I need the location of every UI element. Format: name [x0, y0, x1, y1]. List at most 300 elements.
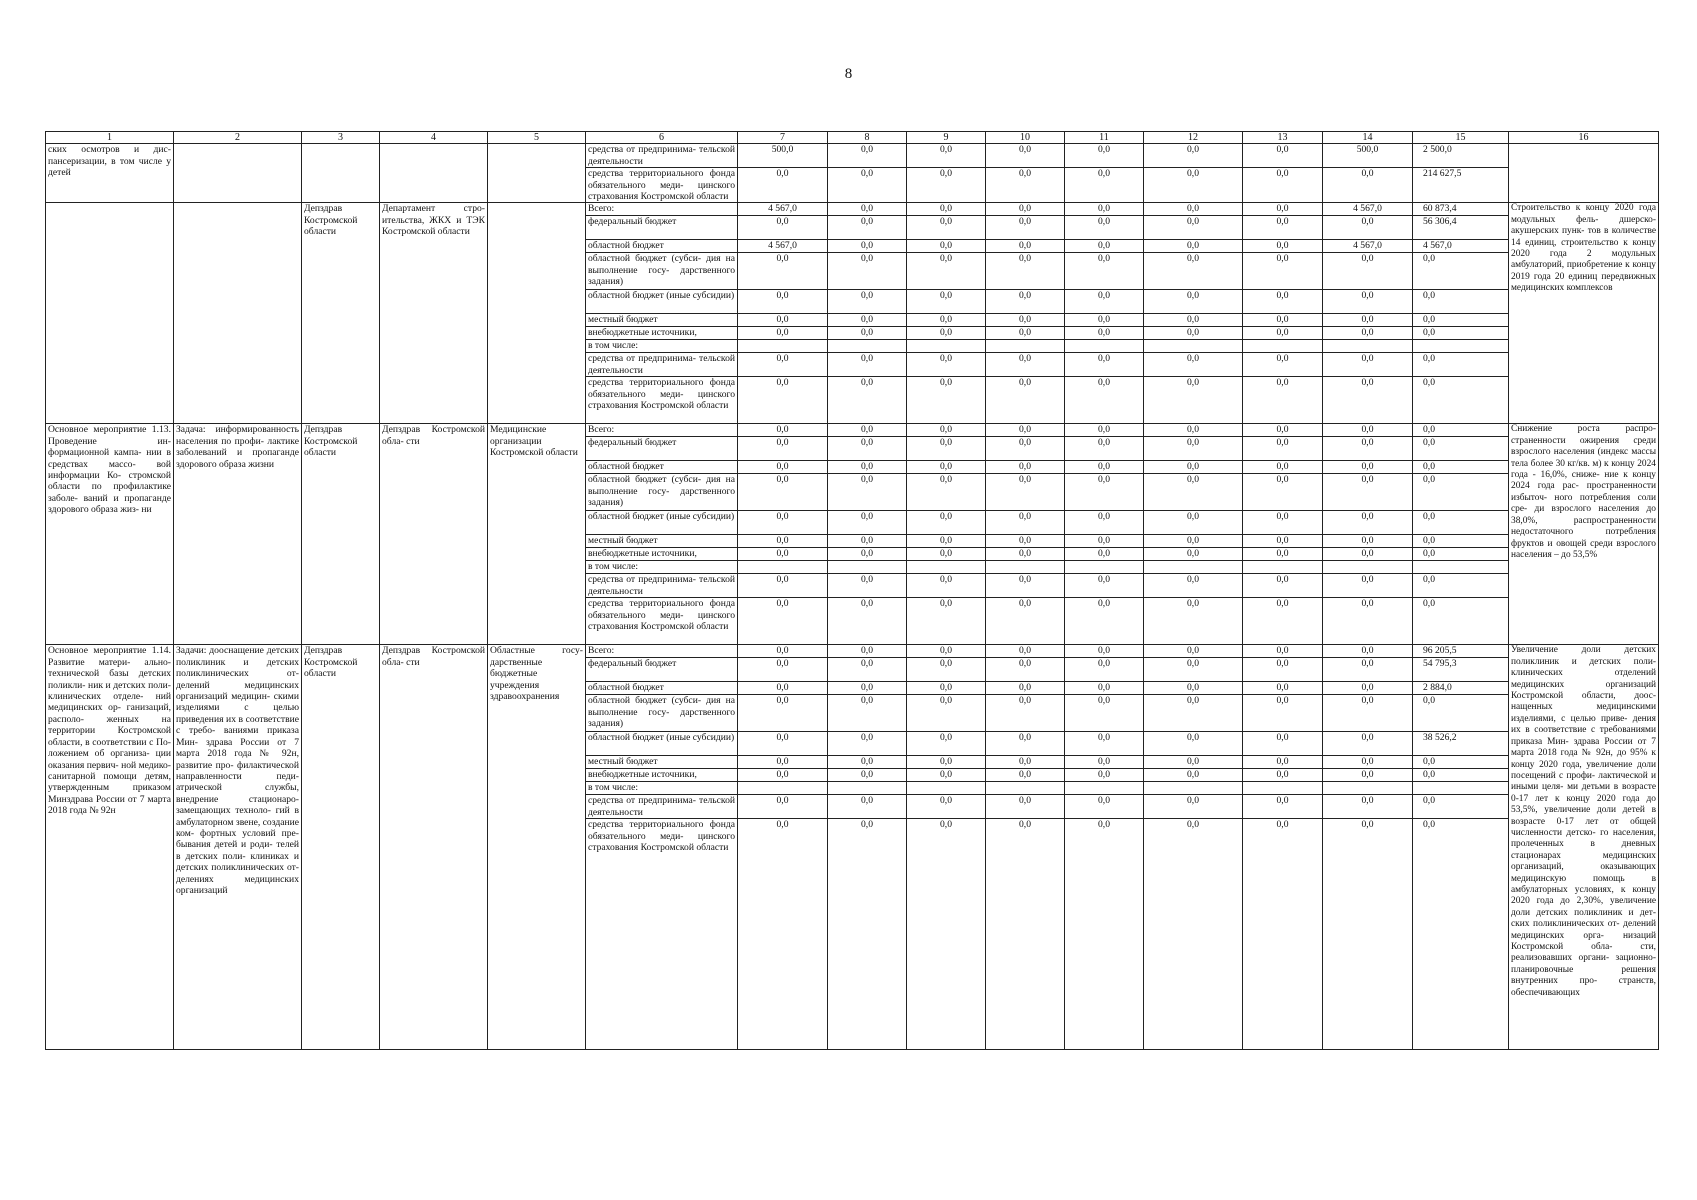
value-2024: 0,0 — [1144, 203, 1243, 216]
value-2023: 0,0 — [1065, 377, 1144, 424]
value-total: 0,0 — [1413, 795, 1509, 819]
expected-result: Снижение роста распро- страненности ожирения среди взрослого населения (индекс массы тела более 30 кг/кв. м) к концу 2024 года - 16,0%, сниже- ние к концу 2024 года рас- пространенности избыточ- ного потребления соли сре- ди взрослого населения до 38,0%, распространенности недостаточного потребления фруктов и овощей среди взрослого населения – до 53,5% — [1509, 424, 1659, 645]
column-header: 10 — [986, 132, 1065, 144]
value-2022: 0,0 — [986, 253, 1065, 290]
value-2023: 0,0 — [1065, 756, 1144, 769]
value-2025: 0,0 — [1243, 695, 1323, 732]
value-2019: 0,0 — [738, 216, 828, 240]
value-2024: 0,0 — [1144, 253, 1243, 290]
value-2022: 0,0 — [986, 424, 1065, 437]
value-total: 54 795,3 — [1413, 658, 1509, 682]
value-2021: 0,0 — [907, 144, 986, 168]
value-2021 — [907, 561, 986, 574]
value-col14: 0,0 — [1323, 548, 1413, 561]
value-col14: 0,0 — [1323, 645, 1413, 658]
funding-source-label: в том числе: — [586, 561, 738, 574]
participants: Областные госу- дарственные бюджетные учреждения здравоохранения — [488, 645, 586, 1050]
value-2021: 0,0 — [907, 424, 986, 437]
value-2024: 0,0 — [1144, 535, 1243, 548]
value-2025: 0,0 — [1243, 474, 1323, 511]
value-2020: 0,0 — [828, 548, 907, 561]
value-2025: 0,0 — [1243, 548, 1323, 561]
funding-source-label: Всего: — [586, 203, 738, 216]
expected-result: Строительство к концу 2020 года модульных фель- дшерско-акушерских пунк- тов в количестве 14 единиц, строительство к концу 2020 года 2 модульных амбулаторий, приобретение к концу 2019 года 20 единиц передвижных медицинских комплексов — [1509, 203, 1659, 424]
value-2021: 0,0 — [907, 168, 986, 203]
value-2024: 0,0 — [1144, 437, 1243, 461]
value-2025: 0,0 — [1243, 203, 1323, 216]
value-2020: 0,0 — [828, 682, 907, 695]
value-col14: 0,0 — [1323, 353, 1413, 377]
value-2021: 0,0 — [907, 437, 986, 461]
page-number: 8 — [844, 66, 853, 82]
value-2021: 0,0 — [907, 253, 986, 290]
column-header: 14 — [1323, 132, 1413, 144]
funding-source-label: средства от предпринима- тельской деятельности — [586, 574, 738, 598]
table-row — [46, 144, 1659, 168]
table-row — [46, 203, 1659, 216]
value-total: 60 873,4 — [1413, 203, 1509, 216]
value-2024: 0,0 — [1144, 461, 1243, 474]
value-2022: 0,0 — [986, 168, 1065, 203]
value-2023: 0,0 — [1065, 535, 1144, 548]
funding-source-label: областной бюджет (иные субсидии) — [586, 511, 738, 535]
value-2019 — [738, 782, 828, 795]
column-header: 13 — [1243, 132, 1323, 144]
value-2024: 0,0 — [1144, 819, 1243, 1050]
value-2023: 0,0 — [1065, 290, 1144, 314]
value-2020: 0,0 — [828, 216, 907, 240]
value-2019: 0,0 — [738, 168, 828, 203]
value-2025: 0,0 — [1243, 144, 1323, 168]
value-2024: 0,0 — [1144, 327, 1243, 340]
value-2019: 0,0 — [738, 795, 828, 819]
value-2023: 0,0 — [1065, 327, 1144, 340]
value-2025: 0,0 — [1243, 682, 1323, 695]
value-2022: 0,0 — [986, 756, 1065, 769]
value-2025: 0,0 — [1243, 424, 1323, 437]
value-2020: 0,0 — [828, 574, 907, 598]
value-2025: 0,0 — [1243, 574, 1323, 598]
value-total: 38 526,2 — [1413, 732, 1509, 756]
value-2020: 0,0 — [828, 461, 907, 474]
value-2021: 0,0 — [907, 645, 986, 658]
value-2021: 0,0 — [907, 795, 986, 819]
value-2020: 0,0 — [828, 695, 907, 732]
table-body — [46, 144, 1659, 1050]
value-2025: 0,0 — [1243, 819, 1323, 1050]
value-2024: 0,0 — [1144, 574, 1243, 598]
value-2020: 0,0 — [828, 203, 907, 216]
funding-source-label: областной бюджет (иные субсидии) — [586, 732, 738, 756]
value-2020: 0,0 — [828, 474, 907, 511]
value-col14: 0,0 — [1323, 327, 1413, 340]
value-2023: 0,0 — [1065, 795, 1144, 819]
value-2019: 0,0 — [738, 598, 828, 645]
funding-source-label: Всего: — [586, 424, 738, 437]
value-2025: 0,0 — [1243, 769, 1323, 782]
value-2022 — [986, 782, 1065, 795]
value-2020: 0,0 — [828, 144, 907, 168]
value-2022: 0,0 — [986, 511, 1065, 535]
value-2025: 0,0 — [1243, 535, 1323, 548]
value-2025: 0,0 — [1243, 353, 1323, 377]
value-2025: 0,0 — [1243, 658, 1323, 682]
value-2024: 0,0 — [1144, 168, 1243, 203]
value-2024: 0,0 — [1144, 795, 1243, 819]
value-2025: 0,0 — [1243, 795, 1323, 819]
column-header: 15 — [1413, 132, 1509, 144]
value-col14: 0,0 — [1323, 437, 1413, 461]
activity-name: Основное мероприятие 1.13. Проведение ин- формационной кампа- нии в средствах массо- вой информации Ко- стромской области по профилактике заболе- ваний и пропаганде здорового образа жиз- ни — [46, 424, 174, 645]
value-total: 214 627,5 — [1413, 168, 1509, 203]
value-col14: 4 567,0 — [1323, 240, 1413, 253]
funding-source-label: областной бюджет (субси- дия на выполнение госу- дарственного задания) — [586, 474, 738, 511]
value-col14: 0,0 — [1323, 795, 1413, 819]
value-2021: 0,0 — [907, 353, 986, 377]
value-2023: 0,0 — [1065, 598, 1144, 645]
value-col14: 4 567,0 — [1323, 203, 1413, 216]
value-2020: 0,0 — [828, 314, 907, 327]
value-2022: 0,0 — [986, 377, 1065, 424]
value-2019: 0,0 — [738, 658, 828, 682]
column-header: 7 — [738, 132, 828, 144]
value-2021: 0,0 — [907, 658, 986, 682]
value-2023 — [1065, 340, 1144, 353]
value-2019: 0,0 — [738, 511, 828, 535]
value-2024: 0,0 — [1144, 695, 1243, 732]
value-2025: 0,0 — [1243, 598, 1323, 645]
co-executor: Депздрав Костромской обла- сти — [380, 645, 488, 1050]
value-2025: 0,0 — [1243, 756, 1323, 769]
value-2023: 0,0 — [1065, 144, 1144, 168]
value-2025 — [1243, 340, 1323, 353]
value-2021: 0,0 — [907, 327, 986, 340]
value-2022: 0,0 — [986, 144, 1065, 168]
funding-source-label: средства территориального фонда обязательного меди- цинского страхования Костромской области — [586, 377, 738, 424]
value-2023: 0,0 — [1065, 732, 1144, 756]
value-2021: 0,0 — [907, 574, 986, 598]
value-2020: 0,0 — [828, 658, 907, 682]
value-col14: 0,0 — [1323, 253, 1413, 290]
value-2019: 0,0 — [738, 377, 828, 424]
value-2021: 0,0 — [907, 682, 986, 695]
column-header: 12 — [1144, 132, 1243, 144]
value-total: 2 884,0 — [1413, 682, 1509, 695]
value-2022 — [986, 561, 1065, 574]
funding-source-label: областной бюджет — [586, 461, 738, 474]
value-2022: 0,0 — [986, 598, 1065, 645]
value-2025: 0,0 — [1243, 290, 1323, 314]
funding-source-label: федеральный бюджет — [586, 437, 738, 461]
value-2024: 0,0 — [1144, 216, 1243, 240]
funding-source-label: областной бюджет — [586, 240, 738, 253]
value-total: 56 306,4 — [1413, 216, 1509, 240]
value-2025: 0,0 — [1243, 377, 1323, 424]
value-2024 — [1144, 340, 1243, 353]
value-2020 — [828, 340, 907, 353]
column-header: 11 — [1065, 132, 1144, 144]
value-2025: 0,0 — [1243, 168, 1323, 203]
co-executor: Департамент стро- ительства, ЖКХ и ТЭК Костромской области — [380, 203, 488, 424]
value-2021: 0,0 — [907, 203, 986, 216]
value-total: 0,0 — [1413, 474, 1509, 511]
value-2024: 0,0 — [1144, 424, 1243, 437]
value-total: 0,0 — [1413, 535, 1509, 548]
funding-source-label: местный бюджет — [586, 535, 738, 548]
value-2022: 0,0 — [986, 795, 1065, 819]
value-2023: 0,0 — [1065, 511, 1144, 535]
value-2021: 0,0 — [907, 819, 986, 1050]
value-2019: 0,0 — [738, 819, 828, 1050]
value-2020: 0,0 — [828, 437, 907, 461]
value-total: 0,0 — [1413, 511, 1509, 535]
value-2023: 0,0 — [1065, 548, 1144, 561]
value-2021: 0,0 — [907, 474, 986, 511]
column-header: 5 — [488, 132, 586, 144]
funding-source-label: областной бюджет (субси- дия на выполнение госу- дарственного задания) — [586, 253, 738, 290]
activity-name — [46, 203, 174, 424]
value-2022: 0,0 — [986, 314, 1065, 327]
value-2020: 0,0 — [828, 535, 907, 548]
table-row — [46, 424, 1659, 437]
value-2025: 0,0 — [1243, 732, 1323, 756]
value-2025: 0,0 — [1243, 314, 1323, 327]
value-2024: 0,0 — [1144, 658, 1243, 682]
value-2024: 0,0 — [1144, 732, 1243, 756]
value-2023: 0,0 — [1065, 819, 1144, 1050]
value-2023: 0,0 — [1065, 168, 1144, 203]
value-2019: 500,0 — [738, 144, 828, 168]
responsible-executor: Депздрав Костромской области — [302, 645, 380, 1050]
value-2025: 0,0 — [1243, 216, 1323, 240]
value-2020: 0,0 — [828, 756, 907, 769]
value-2020: 0,0 — [828, 645, 907, 658]
value-col14: 0,0 — [1323, 695, 1413, 732]
value-2019: 0,0 — [738, 732, 828, 756]
value-col14: 0,0 — [1323, 216, 1413, 240]
value-2019: 0,0 — [738, 645, 828, 658]
value-total: 96 205,5 — [1413, 645, 1509, 658]
value-col14: 0,0 — [1323, 658, 1413, 682]
value-2020: 0,0 — [828, 795, 907, 819]
value-2023: 0,0 — [1065, 695, 1144, 732]
value-2021: 0,0 — [907, 314, 986, 327]
value-2021 — [907, 340, 986, 353]
value-col14: 0,0 — [1323, 756, 1413, 769]
value-2022: 0,0 — [986, 695, 1065, 732]
funding-source-label: средства территориального фонда обязательного меди- цинского страхования Костромской области — [586, 819, 738, 1050]
responsible-executor — [302, 144, 380, 203]
value-2022: 0,0 — [986, 216, 1065, 240]
value-2020 — [828, 782, 907, 795]
program-table — [45, 131, 1659, 1050]
column-header: 6 — [586, 132, 738, 144]
value-total — [1413, 782, 1509, 795]
funding-source-label: средства территориального фонда обязательного меди- цинского страхования Костромской области — [586, 598, 738, 645]
value-2019: 0,0 — [738, 682, 828, 695]
value-total: 0,0 — [1413, 598, 1509, 645]
value-total: 0,0 — [1413, 769, 1509, 782]
value-2021: 0,0 — [907, 695, 986, 732]
value-2020: 0,0 — [828, 327, 907, 340]
value-col14: 0,0 — [1323, 598, 1413, 645]
value-total: 2 500,0 — [1413, 144, 1509, 168]
value-2025: 0,0 — [1243, 437, 1323, 461]
task-description — [174, 203, 302, 424]
value-2022: 0,0 — [986, 437, 1065, 461]
value-total: 0,0 — [1413, 253, 1509, 290]
value-2025: 0,0 — [1243, 327, 1323, 340]
funding-source-label: внебюджетные источники, — [586, 769, 738, 782]
funding-source-label: областной бюджет (иные субсидии) — [586, 290, 738, 314]
value-col14: 0,0 — [1323, 682, 1413, 695]
value-col14: 0,0 — [1323, 461, 1413, 474]
value-2019: 0,0 — [738, 353, 828, 377]
column-header: 9 — [907, 132, 986, 144]
value-2022: 0,0 — [986, 658, 1065, 682]
value-total: 0,0 — [1413, 327, 1509, 340]
value-2019: 0,0 — [738, 314, 828, 327]
value-2019: 0,0 — [738, 548, 828, 561]
column-header: 4 — [380, 132, 488, 144]
value-2019: 0,0 — [738, 756, 828, 769]
value-2024: 0,0 — [1144, 645, 1243, 658]
value-2024: 0,0 — [1144, 290, 1243, 314]
funding-source-label: в том числе: — [586, 340, 738, 353]
value-2021: 0,0 — [907, 216, 986, 240]
value-col14: 0,0 — [1323, 511, 1413, 535]
value-2022 — [986, 340, 1065, 353]
value-total — [1413, 561, 1509, 574]
value-2025: 0,0 — [1243, 511, 1323, 535]
value-2023 — [1065, 782, 1144, 795]
value-2019: 0,0 — [738, 769, 828, 782]
value-2019: 0,0 — [738, 474, 828, 511]
value-2020: 0,0 — [828, 377, 907, 424]
value-col14: 0,0 — [1323, 424, 1413, 437]
table-row — [46, 645, 1659, 658]
value-2023: 0,0 — [1065, 424, 1144, 437]
value-2023: 0,0 — [1065, 203, 1144, 216]
value-col14 — [1323, 561, 1413, 574]
value-2023: 0,0 — [1065, 253, 1144, 290]
value-2023: 0,0 — [1065, 474, 1144, 511]
value-2019 — [738, 561, 828, 574]
funding-source-label: внебюджетные источники, — [586, 548, 738, 561]
value-2024 — [1144, 782, 1243, 795]
value-2022: 0,0 — [986, 645, 1065, 658]
funding-source-label: федеральный бюджет — [586, 216, 738, 240]
value-total: 0,0 — [1413, 574, 1509, 598]
value-2019: 0,0 — [738, 574, 828, 598]
value-2024: 0,0 — [1144, 756, 1243, 769]
value-total: 0,0 — [1413, 461, 1509, 474]
value-col14: 0,0 — [1323, 574, 1413, 598]
value-col14: 0,0 — [1323, 168, 1413, 203]
value-2021: 0,0 — [907, 598, 986, 645]
participants: Медицинские организации Костромской области — [488, 424, 586, 645]
value-2024: 0,0 — [1144, 598, 1243, 645]
value-2025: 0,0 — [1243, 645, 1323, 658]
value-total: 0,0 — [1413, 377, 1509, 424]
task-description — [174, 144, 302, 203]
funding-source-label: в том числе: — [586, 782, 738, 795]
value-2023: 0,0 — [1065, 240, 1144, 253]
expected-result: Увеличение доли детских поликлиник и детских поли- клинических отделений медицинских организаций Костромской области, доос- нащенных медицинскими изделиями, с целью приве- дения их в соответствие с требованиями приказа Мин- здрава России от 7 марта 2018 года № 92н, до 95% к концу 2020 года, увеличение доли посещений с профи- лактической и иными целя- ми детьми в возрасте 0-17 лет к концу 2020 года до 53,5%, увеличение доли детей в возрасте 0-17 лет от общей численности детско- го населения, пролеченных в дневных стационарах медицинских организаций, оказывающих медицинскую помощь в амбулаторных условиях, к концу 2020 года до 2,30%, увеличение доли детских поликлиник и дет- ских поликлинических от- делений медицинских орга- низаций Костромской обла- сти, реализовавших органи- зационно-планировочные решения внутренних про- странств, обеспечивающих — [1509, 645, 1659, 1050]
funding-source-label: средства территориального фонда обязательного меди- цинского страхования Костромской области — [586, 168, 738, 203]
value-2024 — [1144, 561, 1243, 574]
value-2025: 0,0 — [1243, 240, 1323, 253]
value-2019: 0,0 — [738, 461, 828, 474]
value-2022: 0,0 — [986, 819, 1065, 1050]
value-2021: 0,0 — [907, 769, 986, 782]
value-col14 — [1323, 340, 1413, 353]
value-2024: 0,0 — [1144, 314, 1243, 327]
value-2023: 0,0 — [1065, 353, 1144, 377]
value-2020: 0,0 — [828, 732, 907, 756]
value-total: 0,0 — [1413, 695, 1509, 732]
value-2022: 0,0 — [986, 474, 1065, 511]
column-header: 8 — [828, 132, 907, 144]
value-2021: 0,0 — [907, 756, 986, 769]
value-2021: 0,0 — [907, 511, 986, 535]
value-2023: 0,0 — [1065, 437, 1144, 461]
value-2022: 0,0 — [986, 574, 1065, 598]
value-2024: 0,0 — [1144, 240, 1243, 253]
task-description: Задача: информированность населения по профи- лактике заболеваний и пропаганде здорового образа жизни — [174, 424, 302, 645]
column-header: 3 — [302, 132, 380, 144]
value-2024: 0,0 — [1144, 682, 1243, 695]
funding-source-label: областной бюджет — [586, 682, 738, 695]
value-2022: 0,0 — [986, 535, 1065, 548]
value-2019: 4 567,0 — [738, 203, 828, 216]
value-2020: 0,0 — [828, 290, 907, 314]
value-col14: 0,0 — [1323, 474, 1413, 511]
participants — [488, 203, 586, 424]
value-2020: 0,0 — [828, 424, 907, 437]
funding-source-label: местный бюджет — [586, 756, 738, 769]
participants — [488, 144, 586, 203]
value-2021: 0,0 — [907, 377, 986, 424]
value-2020: 0,0 — [828, 240, 907, 253]
value-2020: 0,0 — [828, 598, 907, 645]
funding-source-label: средства от предпринима- тельской деятельности — [586, 795, 738, 819]
value-2022: 0,0 — [986, 682, 1065, 695]
table-header — [46, 132, 1659, 144]
value-2021: 0,0 — [907, 240, 986, 253]
funding-source-label: местный бюджет — [586, 314, 738, 327]
funding-source-label: областной бюджет (субси- дия на выполнение госу- дарственного задания) — [586, 695, 738, 732]
value-2021: 0,0 — [907, 732, 986, 756]
value-2021: 0,0 — [907, 548, 986, 561]
value-2020: 0,0 — [828, 168, 907, 203]
value-2023: 0,0 — [1065, 769, 1144, 782]
value-col14: 0,0 — [1323, 535, 1413, 548]
value-2023: 0,0 — [1065, 682, 1144, 695]
value-2025: 0,0 — [1243, 461, 1323, 474]
value-2024: 0,0 — [1144, 474, 1243, 511]
funding-source-label: федеральный бюджет — [586, 658, 738, 682]
value-2019: 0,0 — [738, 327, 828, 340]
responsible-executor: Депздрав Костромской области — [302, 203, 380, 424]
value-2023: 0,0 — [1065, 645, 1144, 658]
value-2024: 0,0 — [1144, 769, 1243, 782]
value-2019: 0,0 — [738, 437, 828, 461]
value-2023: 0,0 — [1065, 314, 1144, 327]
value-col14: 0,0 — [1323, 732, 1413, 756]
value-total: 0,0 — [1413, 314, 1509, 327]
value-col14: 500,0 — [1323, 144, 1413, 168]
